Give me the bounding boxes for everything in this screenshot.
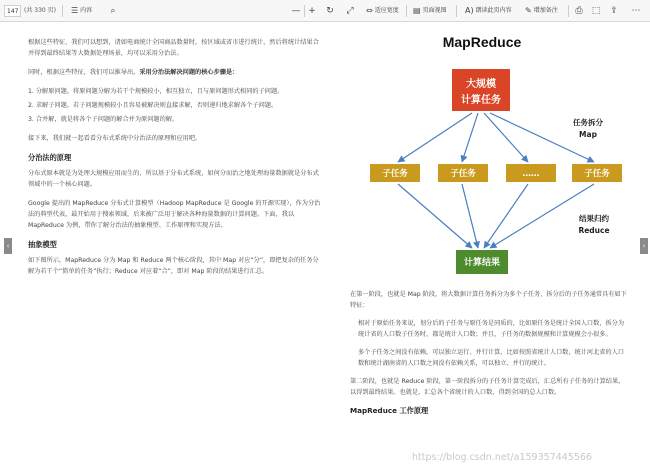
fit-width-label: 适应宽度: [374, 7, 399, 14]
paragraph: 分布式原本就是为处理大规模应用而生的，所以基于分布式系统，如何分而治之地处理海量数据就是分布式领域中的一个核心问题。: [28, 170, 319, 188]
fit-width-icon: ⇔: [366, 6, 373, 15]
highlighted-text: 采用分治法解决问题的核心步骤是：: [139, 69, 239, 76]
map-label: Map: [579, 130, 597, 139]
list-item: 3. 合并解，就是将各个子问题的解合并为原问题的解。: [28, 116, 179, 123]
watermark: https://blog.csdn.net/a159357445566: [412, 452, 592, 463]
next-page-button[interactable]: [640, 238, 648, 254]
list-item: 2. 求解子问题。若子问题规模较小且容易被解决则直接求解，否则递归地求解各个子问题。: [28, 102, 278, 109]
toolbar-divider: [456, 5, 457, 17]
fit-width-button[interactable]: [366, 0, 399, 22]
paragraph: 多个子任务之间没有依赖，可以独立运行、并行计算，比如按照省统计人口数，统计河北省的人口数和统计湖南省的人口数之间没有依赖关系，可以独立、并行的统计。: [358, 349, 625, 367]
diagram-title: MapReduce: [442, 34, 522, 50]
paragraph: [28, 67, 324, 78]
previous-page-button[interactable]: [4, 238, 12, 254]
page-total: (共 330 页): [24, 7, 56, 14]
subtask-label: 子任务: [450, 169, 476, 179]
paragraph: 在第一阶段，也就是 Map 阶段，将大数据计算任务拆分为多个子任务，拆分后的子任务通常具有如下特征：: [350, 291, 627, 309]
toolbar-divider: [406, 5, 407, 17]
save-icon[interactable]: ⬚: [591, 6, 601, 16]
toolbar-divider: [304, 5, 305, 17]
add-note-button[interactable]: [525, 0, 558, 22]
add-note-label: 增加备注: [533, 7, 558, 14]
list-item: 1. 分解原问题。将原问题分解为若干个规模较小，相互独立，且与原问题形式相同的子问题。: [28, 88, 284, 95]
paragraph: 如下图所示，MapReduce 分为 Map 和 Reduce 两个核心阶段，其中 Map 对应“分”，即把复杂的任务分解为若干个“简单的任务”执行；Reduce 对应着“合”，即对 Map 阶段的结果进行汇总。: [28, 257, 319, 275]
right-column: [350, 289, 628, 416]
toolbar-divider: [568, 5, 569, 17]
map-label: 任务拆分: [573, 118, 603, 127]
result-label: 计算结果: [463, 258, 501, 268]
paragraph: 根据这些特征，我们可以想到，诸如电商统计全国商品数量时，按区域或省市进行统计，然后将统计结果合并得到最终结果等大数据处理场景，均可以采用分治法。: [28, 39, 319, 57]
page-view-label: 页面视图: [422, 7, 447, 14]
page-view-button[interactable]: [413, 0, 447, 22]
mapreduce-diagram: [332, 31, 632, 287]
document-page: [14, 23, 636, 471]
section-heading: 抽象模型: [28, 240, 57, 249]
toolbar-divider: [62, 5, 63, 17]
reduce-label: 结果归约: [579, 214, 609, 223]
map-arrow: [398, 113, 472, 162]
steps-list: [28, 86, 324, 125]
search-icon[interactable]: ⌕: [110, 6, 116, 16]
more-icon[interactable]: ⋯: [631, 6, 641, 16]
chevron-left-icon: ‹: [6, 242, 10, 250]
big-task-label: 计算任务: [461, 95, 501, 106]
toolbar: [0, 0, 650, 22]
reduce-arrow: [462, 184, 478, 248]
share-icon[interactable]: ⇪: [610, 6, 618, 16]
reduce-label: Reduce: [578, 226, 610, 235]
rotate-icon[interactable]: ↻: [326, 6, 334, 16]
add-note-icon: ✎: [525, 6, 532, 15]
list-icon: ☰: [71, 6, 79, 15]
chevron-right-icon: ›: [642, 242, 646, 250]
map-arrow: [462, 113, 478, 162]
paragraph: 相对于原始任务来说，划分后的子任务与原任务是同质的，比如原任务是统计全国人口数，拆分为统计省的人口数子任务时，都是统计人口数；并且，子任务的数据规模和计算规模会小很多。: [358, 320, 625, 338]
reduce-arrow: [398, 184, 472, 248]
section-heading: 分治法的原理: [28, 153, 72, 162]
left-column: [28, 37, 324, 285]
paragraph: 第二阶段，也就是 Reduce 阶段，第一阶段拆分的子任务计算完成后，汇总所有子任务的计算结果，以得到最终结果。也就是，汇总各个省统计的人口数，得到全国的总人口数。: [350, 378, 625, 396]
minus-icon[interactable]: —: [291, 6, 301, 16]
plus-icon[interactable]: +: [308, 6, 316, 16]
paragraph: Google 提出的 MapReduce 分布式计算模型（Hadoop MapReduce 是 Google 的开源实现），作为分治法的典型代表，最开始用于搜索领域，后来被广泛用于解决各种海量数据的计算问题。下面，我以 MapReduce 为例，带你了解分治法的抽象模型、工作原理和实现方法。: [28, 200, 321, 229]
section-heading: MapReduce 工作原理: [350, 406, 429, 415]
subtask-label: 子任务: [382, 169, 408, 179]
subtask-label: 子任务: [584, 169, 610, 179]
read-aloud-icon: A): [465, 6, 474, 15]
paragraph: 接下来，我们就一起看看分布式系统中分治法的原理和应用吧。: [28, 135, 202, 142]
expand-icon[interactable]: ⤢: [346, 6, 354, 16]
read-aloud-label: 朗读此页内容: [475, 7, 512, 14]
page-view-icon: ▤: [413, 6, 421, 15]
print-icon[interactable]: ⎙: [575, 6, 583, 16]
paragraph-text: 同时，根据这些特征，我们可以推导出，: [28, 69, 140, 76]
big-task-label: 大规模: [466, 79, 496, 90]
subtask-label: ……: [522, 169, 540, 179]
read-aloud-button[interactable]: [465, 0, 512, 22]
page-number-input[interactable]: 147: [4, 5, 21, 17]
contents-button[interactable]: [71, 0, 92, 22]
contents-label: 内容: [80, 7, 93, 14]
